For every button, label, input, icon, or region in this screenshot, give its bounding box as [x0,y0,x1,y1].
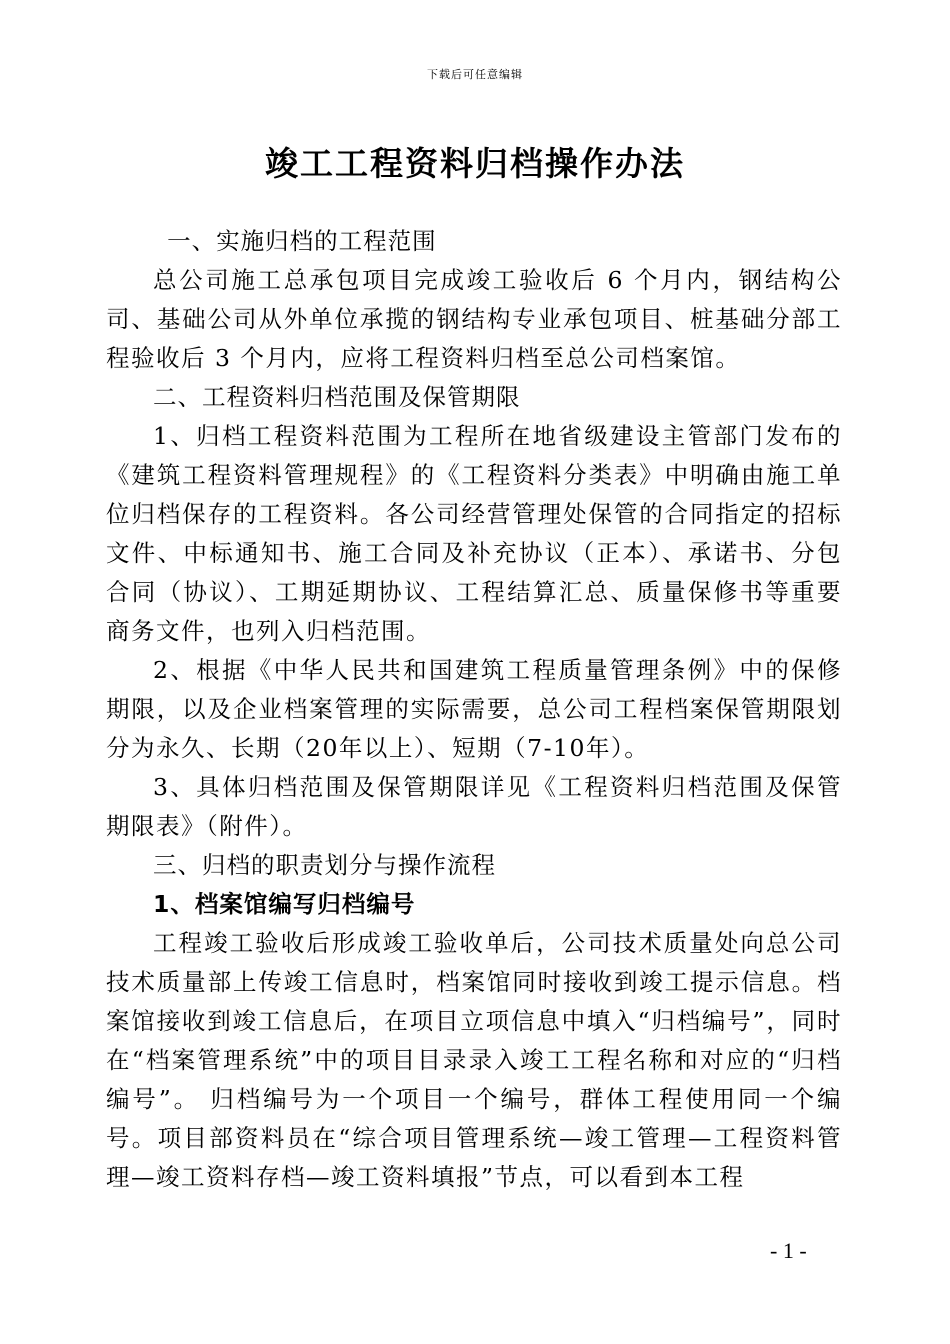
section-heading-3: 三、归档的职责划分与操作流程 [153,851,496,879]
subsection-heading: 1、档案馆编写归档编号 [153,890,416,918]
header-note: 下载后可任意编辑 [427,68,523,81]
section-heading-2: 二、工程资料归档范围及保管期限 [153,383,521,411]
paragraph: 1、归档工程资料范围为工程所在地省级建设主管部门发布的《建筑工程资料管理规程》的《工程资料分类表》中明确由施工单位归档保存的工程资料。各公司经营管理处保管的合同指定的招标文件、中标通知书、施工合同及补充协议（正本）、承诺书、分包合同（协议）、工期延期协议、工程结算汇总、质量保修书等重要商务文件，也列入归档范围。 [106,422,842,645]
paragraph: 总公司施工总承包项目完成竣工验收后 6 个月内，钢结构公司、基础公司从外单位承揽的钢结构专业承包项目、桩基础分部工程验收后 3 个月内，应将工程资料归档至总公司档案馆。 [106,266,842,372]
section-heading-1: 一、实施归档的工程范围 [167,227,437,255]
document-title: 竣工工程资料归档操作办法 [265,144,685,183]
paragraph: 3、具体归档范围及保管期限详见《工程资料归档范围及保管期限表》（附件）。 [106,773,842,840]
page-number: - 1 - [770,1238,807,1263]
document-body [106,222,842,1197]
paragraph: 2、根据《中华人民共和国建筑工程质量管理条例》中的保修期限，以及企业档案管理的实际需要，总公司工程档案保管期限划分为永久、长期（20年以上）、短期（7-10年）。 [106,656,842,762]
paragraph: 工程竣工验收后形成竣工验收单后，公司技术质量处向总公司技术质量部上传竣工信息时，档案馆同时接收到竣工提示信息。档案馆接收到竣工信息后，在项目立项信息中填入“归档编号”，同时在“档案管理系统”中的项目目录录入竣工工程名称和对应的“归档编号”。 归档编号为一个项目一个编号，群体工程使用同一个编号。项目部资料员在“综合项目管理系统—竣工管理—工程资料管理—竣工资料存档—竣工资料填报”节点，可以看到本工程 [106,929,842,1191]
